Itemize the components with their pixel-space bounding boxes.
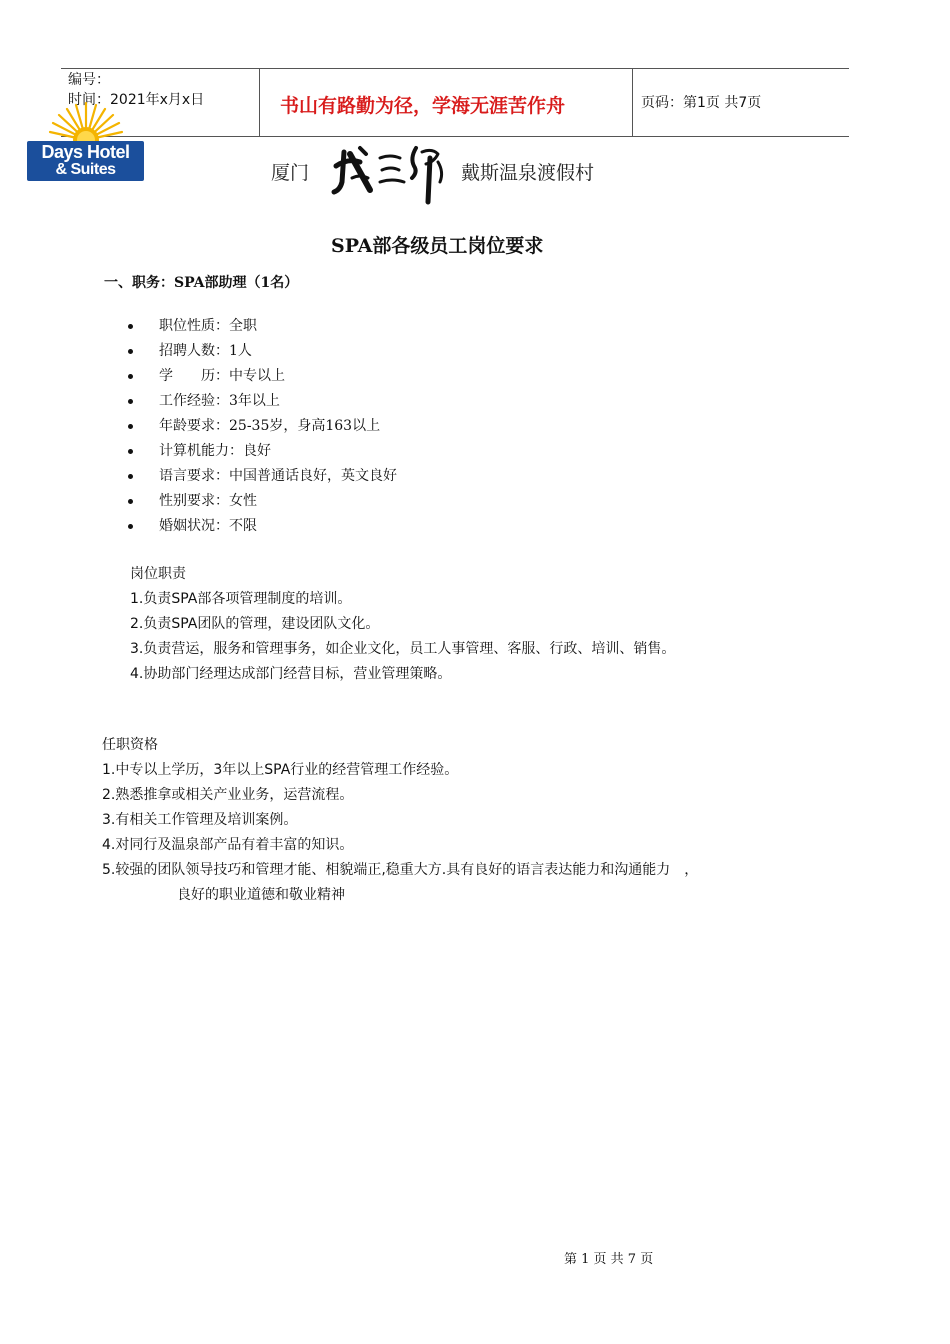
section-heading: 一、职务：SPA部助理（1名） — [104, 275, 299, 291]
bullet-icon — [128, 349, 133, 354]
list-item-continuation: 良好的职业道德和敬业精神 — [177, 887, 345, 903]
list-item: 5.较强的团队领导技巧和管理才能、相貌端正,稳重大方.具有良好的语言表达能力和沟通能力 ， — [102, 862, 699, 878]
bullet-icon — [128, 399, 133, 404]
list-item: 语言要求：中国普通话良好，英文良好 — [128, 466, 397, 491]
bullet-icon — [128, 324, 133, 329]
header-top-rule — [61, 68, 849, 69]
list-item: 3.负责营运，服务和管理事务，如企业文化，员工人事管理、客服、行政、培训、销售。 — [130, 641, 676, 657]
bullet-icon — [128, 374, 133, 379]
page-footer: 第 1 页 共 7 页 — [564, 1252, 654, 1267]
list-item: 工作经验：3年以上 — [128, 391, 397, 416]
bullet-icon — [128, 474, 133, 479]
serial-number-label: 编号： — [68, 72, 110, 88]
list-item: 3.有相关工作管理及培训案例。 — [102, 812, 298, 828]
requirements-list — [128, 316, 397, 541]
calligraphy-logo — [330, 138, 450, 206]
list-item: 招聘人数：1人 — [128, 341, 397, 366]
qualifications-heading: 任职资格 — [102, 737, 158, 753]
time-label: 时间：2021年x月x日 — [68, 92, 205, 108]
list-item: 婚姻状况：不限 — [128, 516, 397, 541]
bullet-icon — [128, 524, 133, 529]
page-info: 页码：第1页 共7页 — [641, 95, 762, 111]
list-item: 1.中专以上学历，3年以上SPA行业的经营管理工作经验。 — [102, 762, 459, 778]
bullet-icon — [128, 499, 133, 504]
logo-text: & Suites — [55, 161, 116, 178]
list-item: 2.负责SPA团队的管理，建设团队文化。 — [130, 616, 380, 632]
page-title: SPA部各级员工岗位要求 — [331, 235, 544, 257]
duties-heading: 岗位职责 — [130, 566, 186, 582]
header-divider — [259, 68, 260, 137]
list-item: 计算机能力：良好 — [128, 441, 397, 466]
duties-section — [130, 562, 675, 687]
days-hotel-logo — [27, 141, 144, 181]
list-item: 2.熟悉推拿或相关产业业务，运营流程。 — [102, 787, 354, 803]
list-item: 学 历：中专以上 — [128, 366, 397, 391]
header-divider — [632, 68, 633, 137]
list-item: 4.协助部门经理达成部门经营目标，营业管理策略。 — [130, 666, 452, 682]
resort-name: 戴斯温泉渡假村 — [461, 162, 595, 184]
sun-icon — [48, 100, 124, 144]
qualifications-section — [102, 733, 698, 908]
list-item: 4.对同行及温泉部产品有着丰富的知识。 — [102, 837, 354, 853]
bullet-icon — [128, 449, 133, 454]
logo-text: Days Hotel — [41, 142, 130, 162]
list-item: 职位性质：全职 — [128, 316, 397, 341]
list-item: 年龄要求：25-35岁，身高163以上 — [128, 416, 397, 441]
motto: 书山有路勤为径，学海无涯苦作舟 — [280, 95, 566, 117]
header-bottom-rule — [61, 136, 849, 137]
list-item: 性别要求：女性 — [128, 491, 397, 516]
bullet-icon — [128, 424, 133, 429]
brand-city: 厦门 — [271, 162, 310, 184]
list-item: 1.负责SPA部各项管理制度的培训。 — [130, 591, 352, 607]
